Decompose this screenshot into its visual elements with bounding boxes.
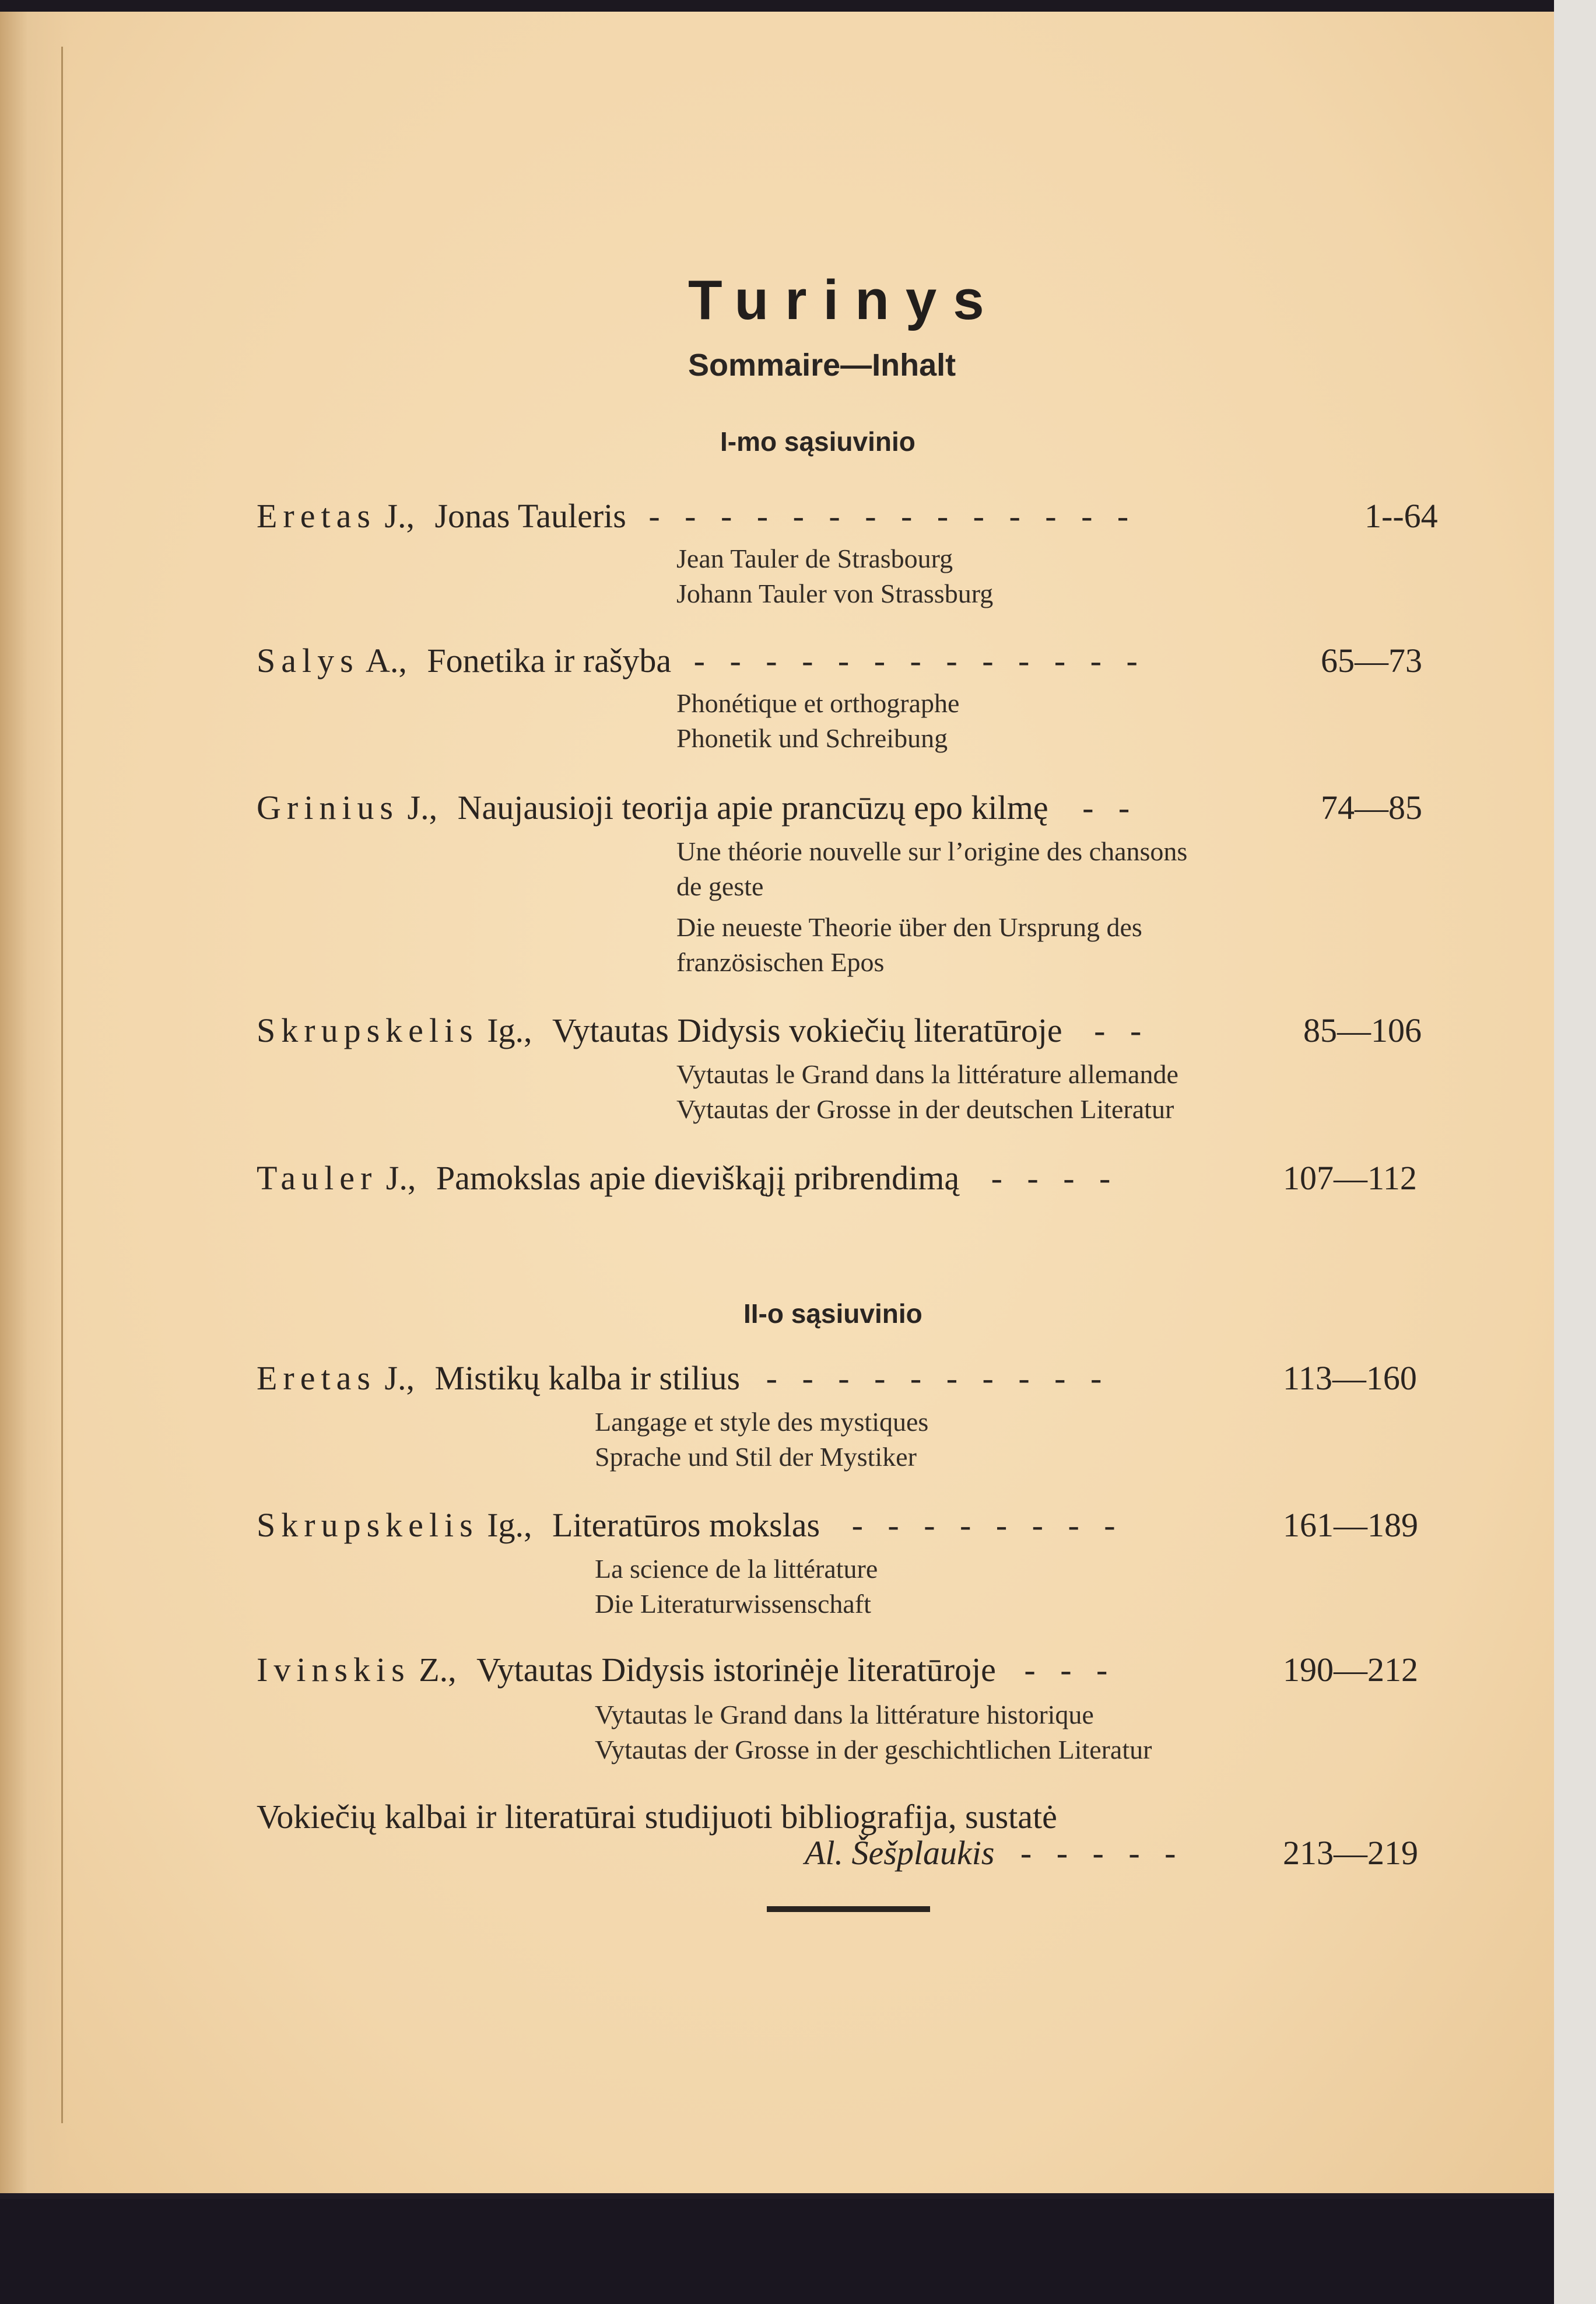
- entry-title: Fonetika ir rašyba: [427, 642, 672, 680]
- entry-author-initial: J.,: [384, 497, 415, 535]
- entry-author-initial: Ig.,: [487, 1011, 532, 1049]
- toc-entry: [257, 1650, 1116, 1690]
- entry-translation: französischen Epos: [676, 947, 885, 977]
- bibliography-compiler-line: [805, 1833, 1184, 1874]
- entry-translation: La science de la littérature: [595, 1554, 878, 1584]
- entry-pages: 161—189: [1283, 1506, 1418, 1544]
- entry-pages: 85—106: [1303, 1011, 1422, 1049]
- entry-title: Naujausioji teorija apie prancūzų epo kilmę: [457, 789, 1048, 827]
- entry-pages: 65—73: [1321, 642, 1422, 680]
- scan-bottom-border: [0, 2199, 1596, 2304]
- section-heading-2: II-o sąsiuvinio: [743, 1298, 922, 1329]
- entry-translation: Die Literaturwissenschaft: [595, 1589, 871, 1619]
- entry-pages: 107—112: [1283, 1159, 1417, 1197]
- page-title: Turinys: [688, 269, 1001, 331]
- entry-author-initial: J.,: [384, 1359, 415, 1397]
- entry-author-initial: J.,: [407, 789, 438, 827]
- entry-title: Vytautas Didysis vokiečių literatūroje: [552, 1011, 1062, 1049]
- entry-compiler: Al. Šešplaukis: [805, 1834, 995, 1872]
- page-subtitle: Sommaire—Inhalt: [688, 348, 956, 383]
- entry-translation: Vytautas der Grosse in der geschichtlichen Literatur: [595, 1735, 1152, 1764]
- entry-translation: Vytautas le Grand dans la littérature historique: [595, 1700, 1094, 1729]
- entry-translation: Vytautas der Grosse in der deutschen Literatur: [676, 1094, 1174, 1124]
- entry-author-initial: A.,: [366, 642, 407, 680]
- entry-leader-dots: - - - - - - - - - -: [766, 1359, 1110, 1397]
- entry-author: Skrupskelis: [257, 1506, 479, 1544]
- toc-entry: [257, 1505, 1124, 1546]
- entry-leader-dots: - - -: [1024, 1651, 1116, 1689]
- toc-entry: [257, 1158, 1118, 1199]
- entry-translation: de geste: [676, 871, 764, 901]
- entry-translation: Une théorie nouvelle sur l’origine des chansons: [676, 836, 1188, 866]
- entry-author: Tauler: [257, 1159, 378, 1197]
- toc-entry: [257, 1358, 1110, 1399]
- entry-author: Eretas: [257, 497, 376, 535]
- entry-leader-dots: - - - -: [991, 1159, 1119, 1197]
- section-heading-1: I-mo sąsiuvinio: [720, 426, 915, 457]
- entry-author: Skrupskelis: [257, 1011, 479, 1049]
- entry-leader-dots: - - - - - - - - - - - - -: [693, 642, 1146, 680]
- entry-leader-dots: - -: [1094, 1011, 1150, 1049]
- entry-leader-dots: - -: [1082, 789, 1138, 827]
- entry-pages: 190—212: [1283, 1651, 1418, 1689]
- entry-author: Eretas: [257, 1359, 376, 1397]
- entry-translation: Phonetik und Schreibung: [676, 723, 948, 753]
- entry-author-initial: Z.,: [419, 1651, 457, 1689]
- entry-author-initial: J.,: [385, 1159, 416, 1197]
- entry-leader-dots: - - - - - - - -: [851, 1506, 1124, 1544]
- entry-pages: 113—160: [1283, 1359, 1417, 1397]
- entry-title: Mistikų kalba ir stilius: [434, 1359, 741, 1397]
- bibliography-entry: Vokiečių kalbai ir literatūrai studijuoti bibliografija, sustatė: [257, 1798, 1057, 1836]
- entry-author: Ivinskis: [257, 1651, 411, 1689]
- entry-author: Grinius: [257, 789, 399, 827]
- toc-entry: [257, 640, 1146, 681]
- entry-title: Vytautas Didysis istorinėje literatūroje: [476, 1651, 996, 1689]
- entry-title: Jonas Tauleris: [434, 497, 626, 535]
- entry-translation: Sprache und Stil der Mystiker: [595, 1442, 917, 1472]
- entry-pages: 1--64: [1365, 497, 1438, 535]
- toc-entry: [257, 787, 1138, 828]
- entry-title: Literatūros mokslas: [552, 1506, 820, 1544]
- entry-translation: Phonétique et orthographe: [676, 688, 960, 718]
- entry-leader-dots: - - - - - - - - - - - - - -: [648, 497, 1137, 535]
- entry-translation: Jean Tauler de Strasbourg: [676, 544, 953, 573]
- entry-translation: Vytautas le Grand dans la littérature allemande: [676, 1059, 1178, 1089]
- entry-pages: 213—219: [1283, 1834, 1418, 1872]
- toc-entry: [257, 1010, 1149, 1051]
- entry-pages: 74—85: [1321, 789, 1422, 827]
- scan-right-margin: [1554, 0, 1596, 2304]
- book-spine-shadow: [0, 12, 70, 2193]
- entry-leader-dots: - - - - -: [1020, 1834, 1184, 1872]
- entry-author-initial: Ig.,: [487, 1506, 532, 1544]
- entry-translation: Die neueste Theorie über den Ursprung des: [676, 912, 1142, 942]
- spine-edge: [61, 47, 63, 2123]
- entry-translation: Johann Tauler von Strassburg: [676, 579, 994, 608]
- toc-entry: [257, 496, 1137, 537]
- entry-author: Salys: [257, 642, 359, 680]
- document-page: [0, 12, 1554, 2193]
- entry-title: Pamokslas apie dieviškąjį pribrendimą: [436, 1159, 960, 1197]
- entry-translation: Langage et style des mystiques: [595, 1407, 929, 1437]
- closing-rule: [767, 1906, 930, 1912]
